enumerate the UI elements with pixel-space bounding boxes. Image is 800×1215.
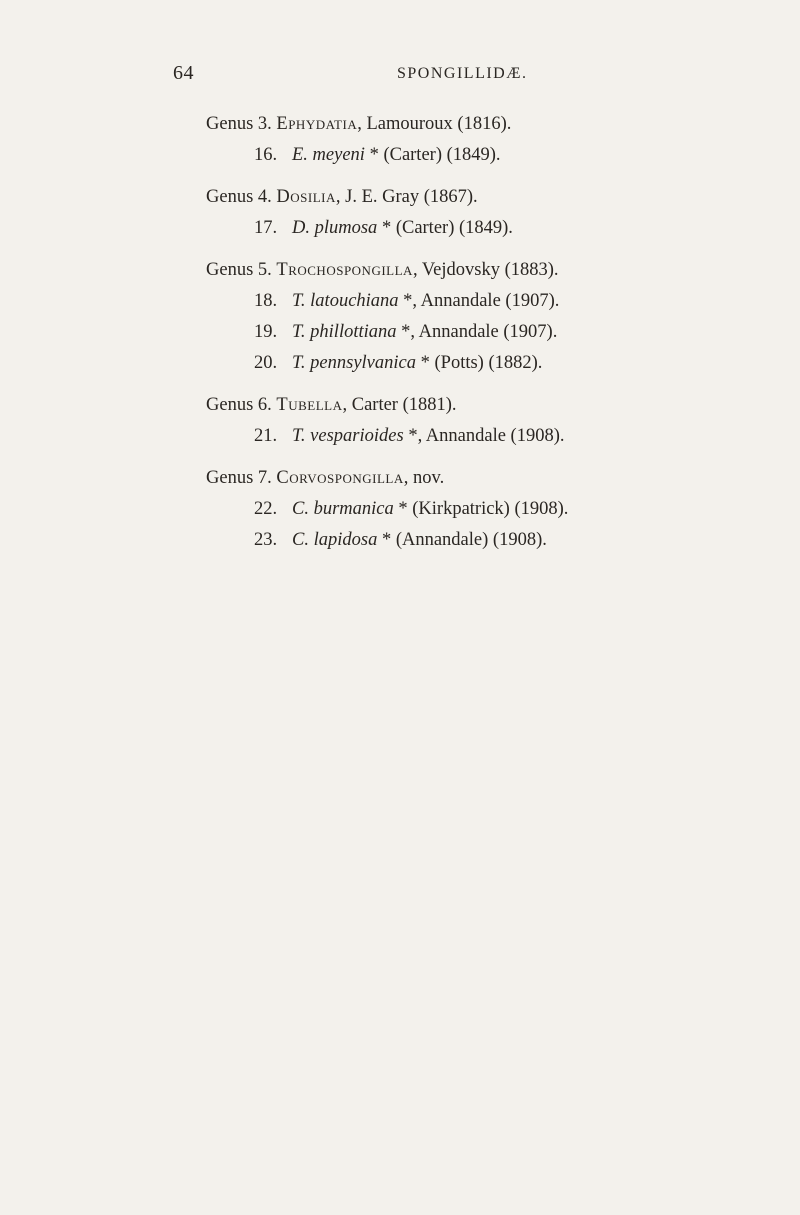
genus-authority: , Lamouroux (1816). [357, 114, 512, 134]
running-head: SPONGILLIDÆ. [397, 65, 528, 82]
species-name: C. burmanica [292, 499, 394, 519]
species-number: 20. [254, 353, 278, 373]
genus-block-4 [206, 185, 766, 241]
species-entry [206, 289, 766, 314]
species-number: 21. [254, 426, 278, 446]
genus-prefix: Genus 4. [206, 187, 272, 207]
species-entry [206, 497, 766, 522]
genus-authority: , J. E. Gray (1867). [335, 187, 478, 207]
genus-block-6 [206, 393, 766, 449]
species-entry [206, 424, 766, 449]
species-entry [206, 351, 766, 376]
species-authority: * (Annandale) (1908). [377, 530, 547, 550]
genus-prefix: Genus 6. [206, 395, 272, 415]
species-authority: *, Annandale (1908). [403, 426, 565, 446]
genus-block-5 [206, 258, 766, 376]
species-authority: * (Potts) (1882). [416, 353, 543, 373]
species-number: 23. [254, 530, 278, 550]
species-name: T. vesparioides [292, 426, 404, 446]
genus-prefix: Genus 7. [206, 468, 272, 488]
species-entry [206, 216, 766, 241]
genus-name: Dosilia [276, 187, 336, 207]
genus-authority: , Carter (1881). [342, 395, 457, 415]
genus-heading [206, 466, 766, 491]
genus-block-3 [206, 112, 766, 168]
species-authority: * (Kirkpatrick) (1908). [393, 499, 569, 519]
species-name: C. lapidosa [292, 530, 378, 550]
genus-heading [206, 258, 766, 283]
species-name: T. pennsylvanica [292, 353, 416, 373]
species-entry [206, 320, 766, 345]
species-entry [206, 528, 766, 553]
genus-name: Corvospongilla [276, 468, 404, 488]
species-authority: * (Carter) (1849). [377, 218, 513, 238]
species-name: T. latouchiana [292, 291, 399, 311]
species-entry [206, 143, 766, 168]
species-number: 16. [254, 145, 278, 165]
species-number: 18. [254, 291, 278, 311]
genus-name: Ephydatia [276, 114, 358, 134]
species-name: E. meyeni [292, 145, 365, 165]
genus-prefix: Genus 3. [206, 114, 272, 134]
genus-authority: , Vejdovsky (1883). [412, 260, 559, 280]
genus-name: Tubella [276, 395, 343, 415]
genus-prefix: Genus 5. [206, 260, 272, 280]
genus-block-7 [206, 466, 766, 553]
page-header [0, 62, 800, 86]
genus-authority: , nov. [403, 468, 445, 488]
species-number: 19. [254, 322, 278, 342]
species-number: 17. [254, 218, 278, 238]
species-name: T. phillottiana [292, 322, 397, 342]
species-number: 22. [254, 499, 278, 519]
page-number: 64 [173, 62, 194, 84]
genus-list [206, 112, 766, 570]
genus-heading [206, 393, 766, 418]
genus-name: Trochospongilla [276, 260, 413, 280]
genus-heading [206, 112, 766, 137]
species-authority: * (Carter) (1849). [364, 145, 501, 165]
species-name: D. plumosa [292, 218, 378, 238]
species-authority: *, Annandale (1907). [398, 291, 560, 311]
genus-heading [206, 185, 766, 210]
species-authority: *, Annandale (1907). [396, 322, 558, 342]
